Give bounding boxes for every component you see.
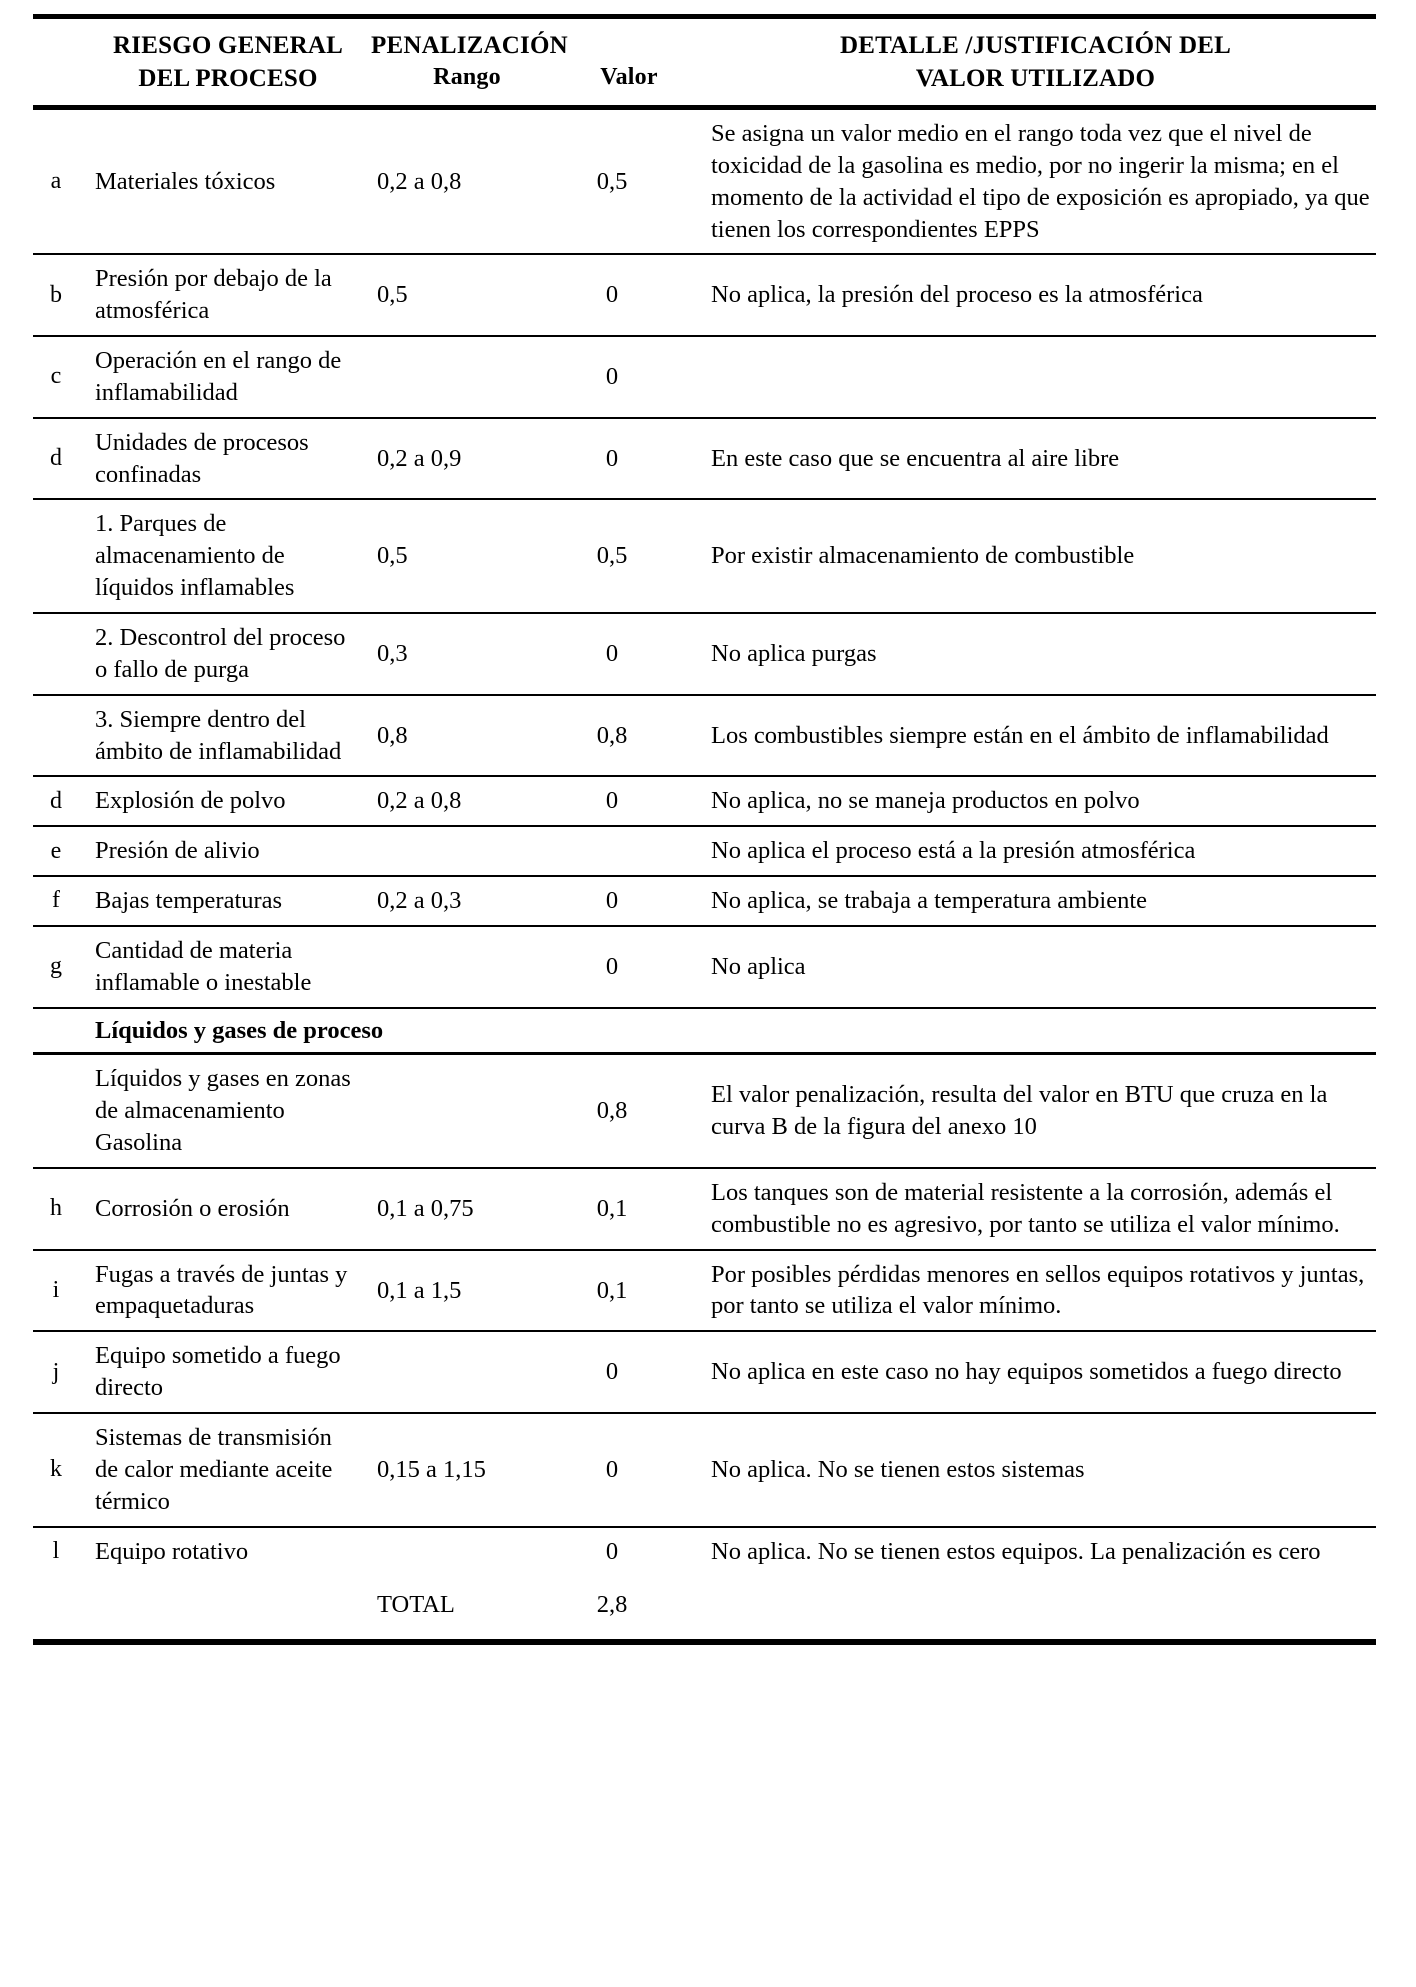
row-letter: b — [33, 254, 85, 336]
table-row — [33, 499, 1376, 613]
row-detalle-text: No aplica — [695, 926, 1376, 1008]
row-risk-label: Cantidad de materia inflamable o inestable — [85, 926, 371, 1008]
row-rango-value: 0,2 a 0,8 — [371, 776, 563, 826]
row-letter: h — [33, 1168, 85, 1250]
row-detalle-text: No aplica, la presión del proceso es la atmosférica — [695, 254, 1376, 336]
row-risk-label: Presión por debajo de la atmosférica — [85, 254, 371, 336]
row-valor-value — [563, 826, 695, 876]
row-valor-value: 0 — [563, 1331, 695, 1413]
row-letter — [33, 499, 85, 613]
row-detalle-text — [695, 336, 1376, 418]
table-row — [33, 826, 1376, 876]
row-letter — [33, 1054, 85, 1168]
row-detalle-text: No aplica. No se tienen estos equipos. La penalización es cero — [695, 1527, 1376, 1576]
row-detalle-text: En este caso que se encuentra al aire libre — [695, 418, 1376, 500]
row-letter: f — [33, 876, 85, 926]
row-letter: a — [50, 168, 62, 195]
row-letter: i — [33, 1250, 85, 1332]
header-letter-cell — [33, 17, 85, 108]
row-rango-value: 0,8 — [371, 695, 563, 777]
row-risk-label: Corrosión o erosión — [85, 1168, 371, 1250]
row-detalle-text: No aplica el proceso está a la presión atmosférica — [695, 826, 1376, 876]
row-rango-value: 0,2 a 0,8 — [377, 167, 462, 195]
total-letter-cell — [33, 1575, 85, 1642]
table-header — [33, 17, 1376, 108]
table-row — [33, 418, 1376, 500]
header-penalizacion-rango — [371, 17, 568, 108]
row-valor-value: 0 — [563, 254, 695, 336]
row-rango-value — [371, 826, 563, 876]
row-detalle-text: No aplica, se trabaja a temperatura ambiente — [695, 876, 1376, 926]
header-riesgo-line1: RIESGO GENERAL — [113, 32, 343, 59]
table-row — [33, 695, 1376, 777]
table-row — [33, 1413, 1376, 1527]
row-detalle-text: Los combustibles siempre están en el ámbito de inflamabilidad — [695, 695, 1376, 777]
row-letter: k — [33, 1413, 85, 1527]
header-valor: Valor — [600, 64, 658, 90]
row-rango-value: 0,1 a 0,75 — [371, 1168, 563, 1250]
row-risk-label: 2. Descontrol del proceso o fallo de purga — [85, 613, 371, 695]
header-riesgo-general — [85, 17, 371, 108]
bottom-rule — [33, 1642, 1376, 1645]
total-label: TOTAL — [377, 1591, 455, 1619]
row-rango-value: 0,15 a 1,15 — [371, 1413, 563, 1527]
row-risk-label: Unidades de procesos confinadas — [85, 418, 371, 500]
row-risk-label: Fugas a través de juntas y empaquetaduras — [85, 1250, 371, 1332]
table-row — [33, 1054, 1376, 1168]
row-detalle-text: El valor penalización, resulta del valor en BTU que cruza en la curva B de la figura del anexo 10 — [711, 1081, 1328, 1141]
bottom-rule-cell — [33, 1642, 1376, 1645]
row-valor-value: 0 — [563, 1527, 695, 1576]
header-riesgo-line2: DEL PROCESO — [138, 65, 318, 92]
row-detalle-text: No aplica, no se maneja productos en polvo — [695, 776, 1376, 826]
section-title: Líquidos y gases de proceso — [85, 1008, 1376, 1054]
header-penalizacion-valor — [563, 17, 695, 108]
table-footer — [33, 1642, 1376, 1645]
risk-penalization-table — [33, 14, 1376, 1645]
row-valor-value: 0 — [563, 776, 695, 826]
row-rango-value: 0,5 — [371, 254, 563, 336]
header-valor-spacer — [563, 29, 695, 62]
row-risk-label: 3. Siempre dentro del ámbito de inflamabilidad — [85, 695, 371, 777]
row-detalle-text: Por posibles pérdidas menores en sellos equipos rotativos y juntas, por tanto se utiliza el valor mínimo. — [695, 1250, 1376, 1332]
header-rango: Rango — [433, 64, 501, 90]
row-valor-value: 0 — [563, 926, 695, 1008]
row-valor-value: 0,8 — [596, 1097, 628, 1125]
row-rango-value: 0,2 a 0,3 — [371, 876, 563, 926]
table-row — [33, 336, 1376, 418]
row-letter: l — [33, 1527, 85, 1576]
row-letter: d — [33, 418, 85, 500]
row-risk-label: Líquidos y gases en zonas de almacenamiento Gasolina — [95, 1065, 351, 1157]
table-row — [33, 254, 1376, 336]
section-letter-cell — [33, 1008, 85, 1054]
row-valor-value: 0,5 — [563, 499, 695, 613]
row-rango-value — [371, 1331, 563, 1413]
row-valor-value: 0 — [563, 613, 695, 695]
table-body — [33, 108, 1376, 1643]
row-detalle-text: Se asigna un valor medio en el rango toda vez que el nivel de toxicidad de la gasolina es medio, por no ingerir la misma; en el momento de la actividad el tipo de exposición es apropiado, ya que tienen los correspondientes EPPS — [711, 120, 1370, 243]
row-valor-value: 0 — [563, 336, 695, 418]
row-valor-value: 0 — [563, 1413, 695, 1527]
row-risk-label: Explosión de polvo — [85, 776, 371, 826]
row-letter — [33, 613, 85, 695]
table-row — [33, 926, 1376, 1008]
header-detalle-justificacion — [695, 17, 1376, 108]
row-letter: j — [33, 1331, 85, 1413]
total-detalle-cell — [695, 1575, 1376, 1642]
table-row — [33, 776, 1376, 826]
row-risk-label: Presión de alivio — [85, 826, 371, 876]
row-detalle-text: Por existir almacenamiento de combustible — [695, 499, 1376, 613]
row-letter — [33, 695, 85, 777]
header-detalle-line2: VALOR UTILIZADO — [915, 65, 1156, 92]
table-row — [33, 1250, 1376, 1332]
row-letter: g — [33, 926, 85, 1008]
header-penalizacion-group: PENALIZACIÓN — [371, 32, 568, 59]
table-row — [33, 1168, 1376, 1250]
row-rango-value — [371, 926, 563, 1008]
row-valor-value: 0,1 — [563, 1250, 695, 1332]
row-rango-value — [371, 1054, 563, 1168]
table-row — [33, 1331, 1376, 1413]
row-valor-value: 0 — [563, 876, 695, 926]
row-letter: c — [33, 336, 85, 418]
section-heading-row — [33, 1008, 1376, 1054]
total-blank-cell — [85, 1575, 371, 1642]
row-risk-label: Equipo rotativo — [85, 1527, 371, 1576]
row-risk-label: Bajas temperaturas — [85, 876, 371, 926]
row-risk-label: 1. Parques de almacenamiento de líquidos inflamables — [85, 499, 371, 613]
row-risk-label: Equipo sometido a fuego directo — [85, 1331, 371, 1413]
total-row — [33, 1575, 1376, 1642]
row-risk-label: Materiales tóxicos — [95, 167, 276, 195]
row-rango-value: 0,3 — [371, 613, 563, 695]
row-valor-value: 0,1 — [563, 1168, 695, 1250]
table-row — [33, 1527, 1376, 1576]
row-letter: e — [33, 826, 85, 876]
row-letter: d — [33, 776, 85, 826]
table-row — [33, 876, 1376, 926]
total-value: 2,8 — [596, 1591, 628, 1619]
row-risk-label: Sistemas de transmisión de calor mediante aceite térmico — [85, 1413, 371, 1527]
row-detalle-text: No aplica en este caso no hay equipos sometidos a fuego directo — [695, 1331, 1376, 1413]
header-row — [33, 17, 1376, 108]
row-rango-value — [371, 1527, 563, 1576]
table-row — [33, 108, 1376, 255]
row-rango-value: 0,5 — [371, 499, 563, 613]
table-row — [33, 613, 1376, 695]
row-rango-value: 0,2 a 0,9 — [371, 418, 563, 500]
row-detalle-text: No aplica. No se tienen estos sistemas — [695, 1413, 1376, 1527]
row-risk-label: Operación en el rango de inflamabilidad — [85, 336, 371, 418]
row-valor-value: 0,5 — [596, 167, 628, 195]
row-detalle-text: No aplica purgas — [695, 613, 1376, 695]
header-detalle-line1: DETALLE /JUSTIFICACIÓN DEL — [840, 32, 1231, 59]
row-valor-value: 0 — [563, 418, 695, 500]
row-rango-value: 0,1 a 1,5 — [371, 1250, 563, 1332]
row-rango-value — [371, 336, 563, 418]
row-detalle-text: Los tanques son de material resistente a la corrosión, además el combustible no es agresivo, por tanto se utiliza el valor mínimo. — [695, 1168, 1376, 1250]
row-valor-value: 0,8 — [563, 695, 695, 777]
